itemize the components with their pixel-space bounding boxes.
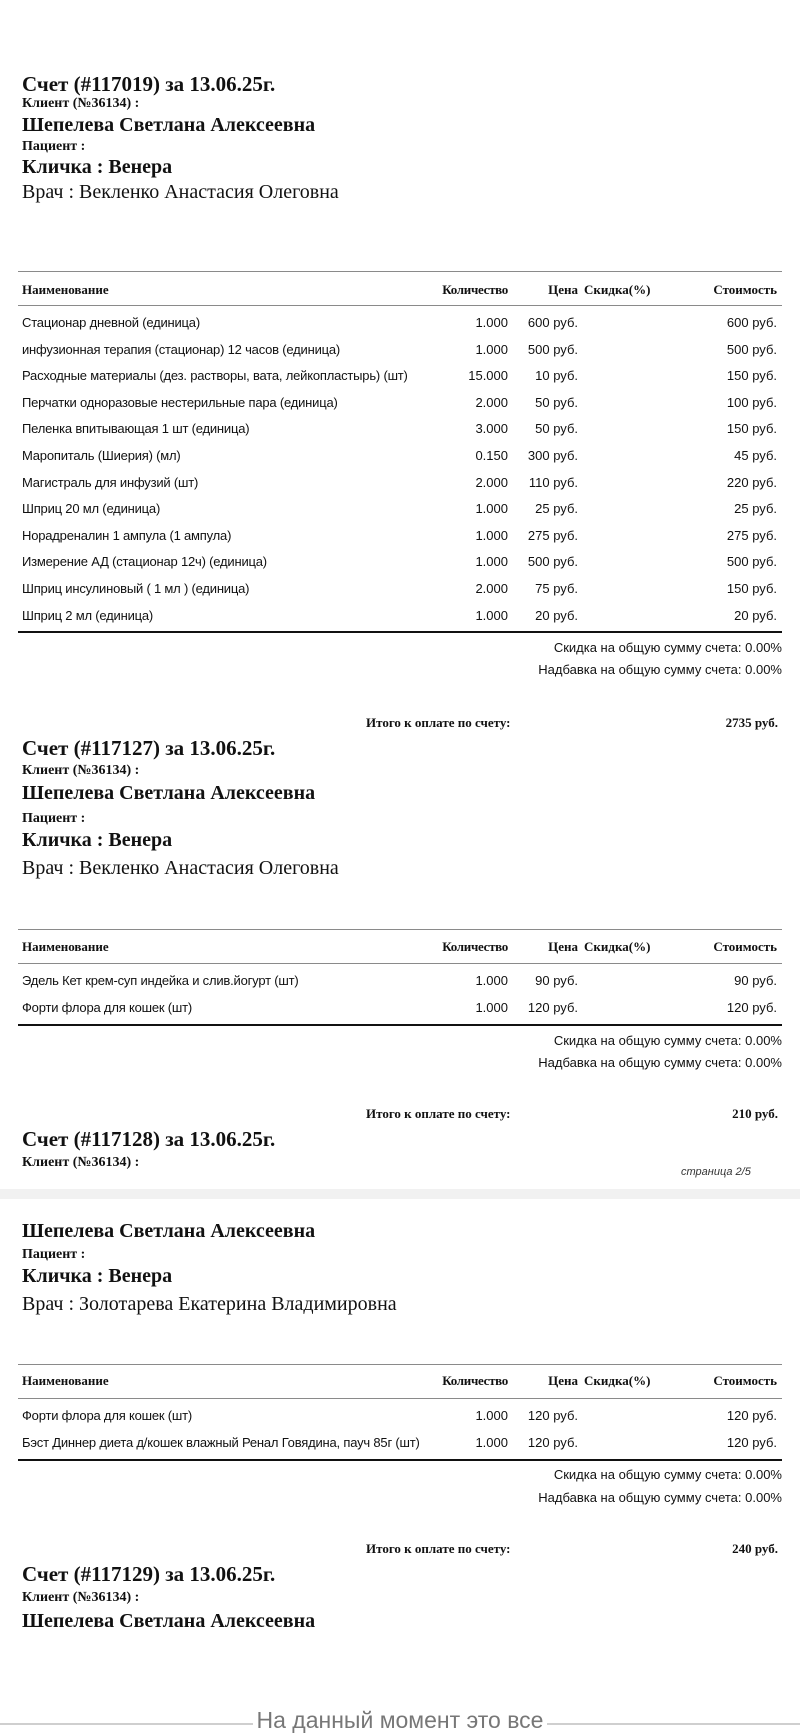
table-bottom-rule [18, 1024, 782, 1026]
item-cost: 150 руб. [726, 368, 777, 384]
item-qty: 2.000 [475, 474, 508, 490]
item-qty: 1.000 [475, 607, 508, 623]
client-label: Клиент (№36134) : [22, 1155, 140, 1170]
item-qty: 1.000 [475, 527, 508, 543]
table-row [18, 395, 782, 419]
item-price: 10 руб. [535, 368, 578, 384]
item-name: инфузионная терапия (стационар) 12 часов (единица) [22, 341, 341, 357]
table-row [18, 608, 782, 632]
pet-name: Кличка : Венера [22, 1265, 173, 1287]
item-cost: 100 руб. [726, 394, 777, 410]
item-price: 120 руб. [527, 999, 578, 1015]
doctor-name: Врач : Золотарева Екатерина Владимировна [22, 1293, 397, 1315]
item-price: 120 руб. [527, 1408, 578, 1423]
table-header-rule [18, 305, 782, 306]
total-value: 2735 руб. [725, 715, 778, 730]
patient-label: Пациент : [22, 139, 86, 154]
item-cost: 120 руб. [726, 1434, 777, 1450]
item-qty: 1.000 [475, 341, 508, 357]
item-qty: 1.000 [475, 501, 508, 517]
item-cost: 600 руб. [726, 315, 777, 330]
column-header-price: Цена [548, 939, 578, 954]
item-price: 50 руб. [535, 394, 578, 410]
column-header-qty: Количество [442, 282, 508, 297]
item-price: 500 руб. [527, 341, 578, 357]
item-qty: 1.000 [475, 1434, 508, 1450]
item-name: Форти флора для кошек (шт) [22, 999, 193, 1015]
items-table [18, 270, 782, 635]
item-qty: 1.000 [475, 315, 508, 330]
table-top-rule [18, 929, 782, 930]
column-header-discount: Скидка(%) [584, 282, 651, 297]
column-header-cost: Стоимость [713, 939, 777, 954]
item-name: Эдель Кет крем-суп индейка и слив.йогурт (шт) [22, 973, 299, 988]
invoice-title: Счет (#117129) за 13.06.25г. [22, 1562, 276, 1586]
invoice-markup-line: Надбавка на общую сумму счета: 0.00% [538, 1055, 782, 1070]
item-qty: 15.000 [468, 368, 508, 384]
table-header-rule [18, 963, 782, 964]
client-label: Клиент (№36134) : [22, 763, 140, 778]
client-name: Шепелева Светлана Алексеевна [22, 1220, 316, 1242]
item-price: 25 руб. [535, 501, 578, 517]
total-label: Итого к оплате по счету: [366, 1106, 511, 1121]
item-qty: 3.000 [475, 421, 508, 437]
item-price: 120 руб. [527, 1434, 578, 1450]
table-row [18, 581, 782, 605]
item-name: Шприц инсулиновый ( 1 мл ) (единица) [22, 581, 250, 596]
doctor-name: Врач : Векленко Анастасия Олеговна [22, 857, 339, 879]
page-number: страница 2/5 [681, 1166, 751, 1178]
item-cost: 25 руб. [734, 501, 777, 517]
invoice-discount-line: Скидка на общую сумму счета: 0.00% [553, 640, 782, 655]
column-header-name: Наименование [22, 939, 109, 954]
invoice-discount-line: Скидка на общую сумму счета: 0.00% [553, 1033, 782, 1048]
item-name: Бэст Диннер диета д/кошек влажный Ренал Говядина, пауч 85г (шт) [22, 1434, 420, 1450]
item-cost: 500 руб. [726, 554, 777, 570]
item-price: 600 руб. [527, 315, 578, 330]
item-name: Перчатки одноразовые нестерильные пара (единица) [22, 394, 338, 410]
item-price: 275 руб. [527, 527, 578, 543]
item-price: 300 руб. [527, 448, 578, 463]
item-cost: 20 руб. [734, 607, 777, 623]
item-qty: 1.000 [475, 1408, 508, 1423]
item-qty: 2.000 [475, 394, 508, 410]
patient-label: Пациент : [22, 1247, 86, 1262]
patient-label: Пациент : [22, 811, 86, 826]
total-label: Итого к оплате по счету: [366, 1541, 511, 1556]
invoice-markup-line: Надбавка на общую сумму счета: 0.00% [538, 662, 782, 677]
column-header-price: Цена [548, 282, 578, 297]
invoice-markup-line: Надбавка на общую сумму счета: 0.00% [538, 1490, 782, 1505]
items-table [18, 1363, 782, 1463]
item-name: Норадреналин 1 ампула (1 ампула) [22, 527, 232, 543]
table-row [18, 528, 782, 552]
item-name: Измерение АД (стационар 12ч) (единица) [22, 554, 267, 570]
item-name: Магистраль для инфузий (шт) [22, 474, 199, 490]
item-name: Маропиталь (Шиерия) (мл) [22, 448, 181, 463]
invoice-discount-line: Скидка на общую сумму счета: 0.00% [553, 1467, 782, 1482]
end-of-list-text: На данный момент это все [253, 1707, 548, 1733]
table-row [18, 448, 782, 472]
table-row [18, 342, 782, 366]
item-qty: 0.150 [475, 448, 508, 463]
table-top-rule [18, 271, 782, 272]
items-table [18, 929, 782, 1029]
table-row [18, 554, 782, 578]
item-cost: 45 руб. [734, 448, 777, 463]
total-label: Итого к оплате по счету: [366, 715, 511, 730]
item-cost: 90 руб. [734, 973, 777, 988]
item-price: 90 руб. [535, 973, 578, 988]
column-header-qty: Количество [442, 939, 508, 954]
pet-name: Кличка : Венера [22, 156, 173, 178]
column-header-cost: Стоимость [713, 1373, 777, 1388]
total-value: 240 руб. [732, 1541, 778, 1556]
item-qty: 2.000 [475, 581, 508, 596]
end-of-list-message [0, 1707, 800, 1733]
item-price: 500 руб. [527, 554, 578, 570]
invoice-title: Счет (#117127) за 13.06.25г. [22, 736, 276, 760]
pet-name: Кличка : Венера [22, 829, 173, 851]
table-top-rule [18, 1364, 782, 1365]
table-row [18, 475, 782, 499]
item-name: Форти флора для кошек (шт) [22, 1408, 193, 1423]
invoice-title: Счет (#117019) за 13.06.25г. [22, 72, 276, 96]
page-break [0, 1189, 800, 1199]
table-row [18, 1000, 782, 1024]
table-bottom-rule [18, 1459, 782, 1461]
client-label: Клиент (№36134) : [22, 96, 140, 111]
column-header-qty: Количество [442, 1373, 508, 1388]
item-name: Шприц 2 мл (единица) [22, 607, 154, 623]
item-name: Стационар дневной (единица) [22, 315, 200, 330]
item-cost: 500 руб. [726, 341, 777, 357]
client-label: Клиент (№36134) : [22, 1590, 140, 1605]
item-cost: 275 руб. [726, 527, 777, 543]
table-row [18, 1408, 782, 1432]
item-name: Расходные материалы (дез. растворы, вата, лейкопластырь) (шт) [22, 368, 408, 384]
column-header-discount: Скидка(%) [584, 939, 651, 954]
table-row [18, 973, 782, 997]
item-price: 110 руб. [528, 474, 578, 490]
item-name: Пеленка впитывающая 1 шт (единица) [22, 421, 250, 437]
item-cost: 120 руб. [726, 999, 777, 1015]
item-qty: 1.000 [475, 973, 508, 988]
table-row [18, 368, 782, 392]
column-header-discount: Скидка(%) [584, 1373, 651, 1388]
column-header-cost: Стоимость [713, 282, 777, 297]
column-header-name: Наименование [22, 282, 109, 297]
table-row [18, 315, 782, 339]
column-header-name: Наименование [22, 1373, 109, 1388]
item-cost: 150 руб. [726, 421, 777, 437]
table-row [18, 1435, 782, 1459]
item-cost: 150 руб. [726, 581, 777, 596]
item-cost: 120 руб. [726, 1408, 777, 1423]
item-qty: 1.000 [475, 554, 508, 570]
table-bottom-rule [18, 631, 782, 633]
table-row [18, 421, 782, 445]
item-price: 75 руб. [535, 581, 578, 596]
invoice-title: Счет (#117128) за 13.06.25г. [22, 1127, 276, 1151]
client-name: Шепелева Светлана Алексеевна [22, 782, 316, 804]
table-row [18, 501, 782, 525]
column-header-price: Цена [548, 1373, 578, 1388]
item-name: Шприц 20 мл (единица) [22, 501, 161, 517]
item-price: 50 руб. [535, 421, 578, 437]
item-price: 20 руб. [535, 607, 578, 623]
item-qty: 1.000 [475, 999, 508, 1015]
client-name: Шепелева Светлана Алексеевна [22, 1610, 316, 1632]
client-name: Шепелева Светлана Алексеевна [22, 114, 316, 136]
item-cost: 220 руб. [726, 474, 777, 490]
total-value: 210 руб. [732, 1106, 778, 1121]
doctor-name: Врач : Векленко Анастасия Олеговна [22, 181, 339, 203]
table-header-rule [18, 1398, 782, 1399]
